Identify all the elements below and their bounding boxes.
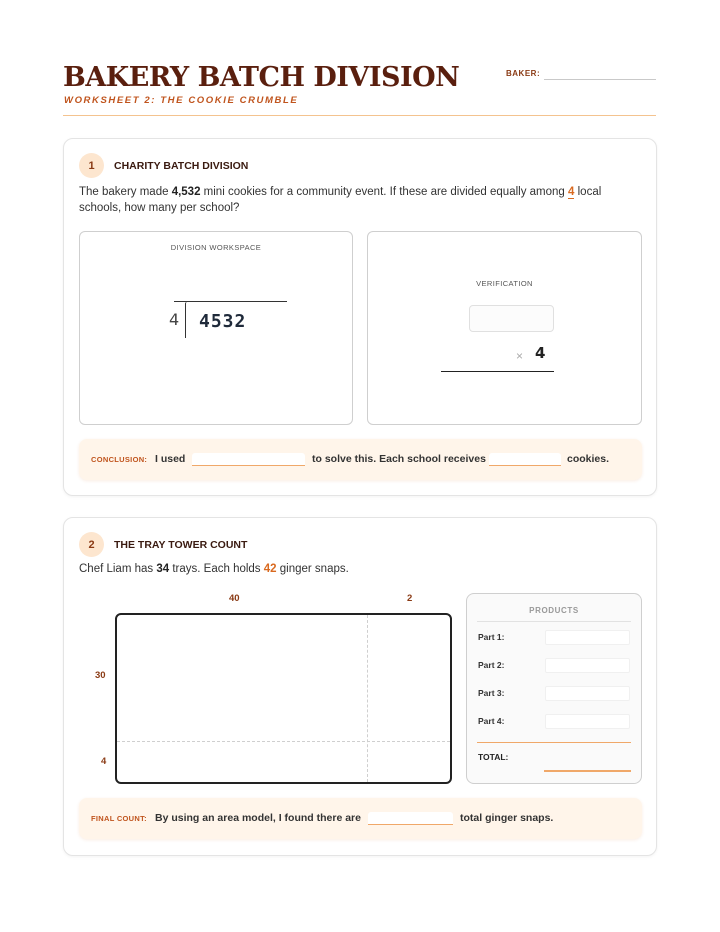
division-workspace-label: DIVISION WORKSPACE (170, 243, 262, 252)
section-2-title: THE TRAY TOWER COUNT (114, 539, 248, 551)
area-top-label-ones: 2 (407, 593, 413, 604)
area-side-label-ones: 4 (101, 756, 107, 767)
conclusion-text-1: I used (155, 453, 186, 465)
tray-count-value: 34 (156, 563, 170, 575)
section-2-problem-text (79, 561, 639, 577)
conclusion-bar (79, 439, 642, 480)
part-2-field[interactable] (545, 658, 630, 673)
cookies-per-school-blank[interactable] (489, 453, 561, 466)
long-division-bracket (185, 302, 187, 338)
problem-text-part: ginger snaps. (276, 563, 349, 575)
problem-text-part: mini cookies for a community event. If these are divided equally among (200, 186, 569, 198)
final-count-text-2: total ginger snaps. (460, 812, 554, 824)
part-2-label: Part 2: (478, 660, 505, 670)
products-total-field[interactable] (544, 770, 631, 772)
area-vertical-divider (367, 615, 368, 782)
part-3-field[interactable] (545, 686, 630, 701)
snaps-per-tray-value: 42 (263, 563, 277, 575)
final-count-bar (79, 798, 642, 839)
verification-sum-line (441, 371, 554, 372)
area-side-label-tens: 30 (95, 670, 106, 681)
verification-answer-box[interactable] (469, 305, 554, 332)
products-divider (477, 621, 631, 622)
part-4-field[interactable] (545, 714, 630, 729)
part-4-label: Part 4: (478, 716, 505, 726)
section-2-number-badge: 2 (79, 532, 104, 557)
part-1-field[interactable] (545, 630, 630, 645)
problem-text-part: trays. Each holds (169, 563, 264, 575)
baker-name-field[interactable] (544, 79, 656, 80)
part-3-label: Part 3: (478, 688, 505, 698)
section-1-card (63, 138, 657, 496)
part-1-label: Part 1: (478, 632, 505, 642)
conclusion-label: CONCLUSION: (91, 455, 148, 464)
area-top-label-tens: 40 (229, 593, 240, 604)
products-panel (466, 593, 642, 784)
baker-label: BAKER: (506, 69, 541, 78)
problem-text-part: Chef Liam has (79, 563, 157, 575)
verification-multiplier: 4 (535, 344, 546, 362)
long-division-dividend: 4532 (199, 311, 247, 332)
problem-text-part: local schools, how many per school? (79, 186, 602, 214)
problem-text-part: The bakery made (79, 186, 172, 198)
worksheet-subtitle: WORKSHEET 2: THE COOKIE CRUMBLE (64, 95, 299, 106)
verification-panel (367, 231, 642, 425)
cookie-total-value: 4,532 (171, 186, 201, 198)
total-snaps-blank[interactable] (368, 812, 453, 825)
final-count-text-1: By using an area model, I found there are (155, 812, 361, 824)
worksheet-header (63, 60, 656, 116)
verification-label: VERIFICATION (476, 279, 533, 288)
conclusion-text-2: to solve this. Each school receives (312, 453, 486, 465)
worksheet-title: BAKERY BATCH DIVISION (63, 62, 460, 93)
long-division-divisor: 4 (169, 310, 180, 329)
section-1-problem-text (79, 184, 639, 216)
conclusion-text-3: cookies. (567, 453, 610, 465)
products-total-separator (477, 742, 631, 743)
section-1-number-badge: 1 (79, 153, 104, 178)
division-workspace-panel[interactable] (79, 231, 353, 425)
products-title: PRODUCTS (529, 606, 579, 615)
strategy-blank[interactable] (192, 453, 305, 466)
school-count-value: 4 (568, 186, 575, 198)
products-total-label: TOTAL: (478, 752, 509, 762)
final-count-label: FINAL COUNT: (91, 814, 147, 823)
long-division-bar (174, 301, 287, 302)
area-horizontal-divider (117, 741, 450, 742)
section-2-card (63, 517, 657, 856)
section-1-title: CHARITY BATCH DIVISION (114, 160, 249, 172)
area-model-grid[interactable] (115, 613, 452, 784)
multiply-sign: × (516, 349, 524, 363)
